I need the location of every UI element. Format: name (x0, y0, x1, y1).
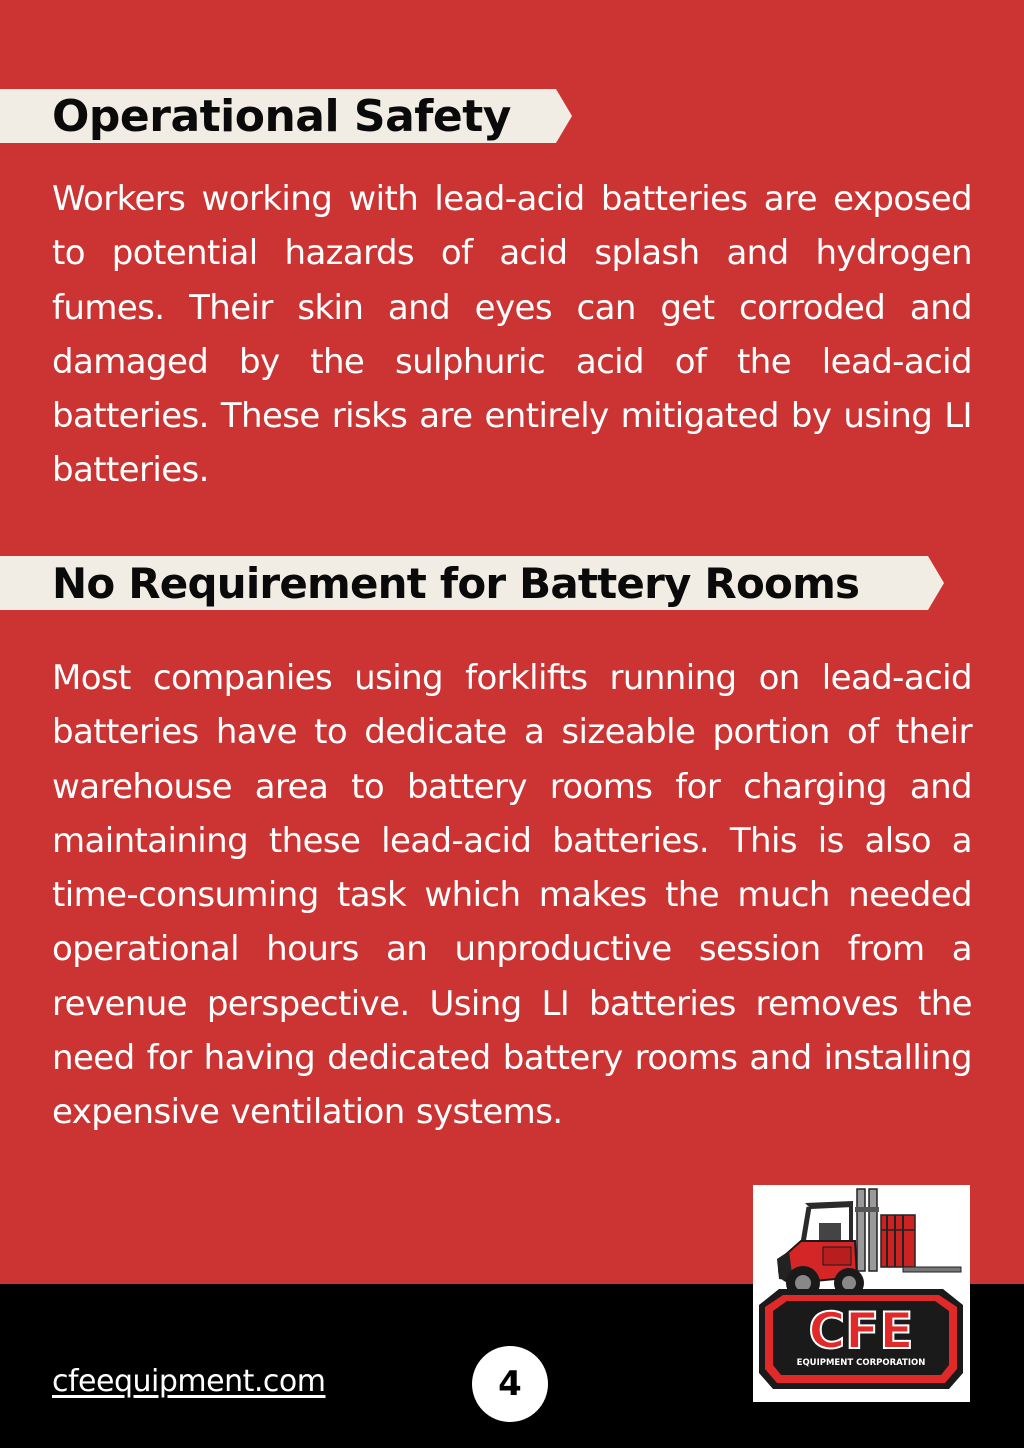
section-body-operational-safety: Workers working with lead-acid batteries are exposed to potential hazards of acid splash and hydrogen fumes. Their skin and eyes can get corroded and damaged by the sulphuric acid of the lead-acid batteries. These risks are entirely mitigated by using LI batteries. (52, 179, 972, 491)
logo-brand-text: CFE (808, 1302, 914, 1360)
section-body-battery-rooms: Most companies using forklifts running on lead-acid batteries have to dedicate a sizeable portion of their warehouse area to battery rooms for charging and maintaining these lead-acid batteries. This is also a time-consuming task which makes the much needed operational hours an unproductive session from a revenue perspective. Using LI batteries removes the need for having dedicated battery rooms and installing expensive ventilation systems. (52, 658, 972, 1133)
section-heading-operational-safety: Operational Safety (52, 90, 511, 142)
forklift-icon (777, 1189, 961, 1300)
section-heading-banner (0, 89, 556, 143)
section-heading-banner (0, 556, 928, 610)
website-link[interactable]: cfeequipment.com (52, 1364, 326, 1399)
page-number-badge: 4 (472, 1346, 548, 1422)
section-heading-battery-rooms: No Requirement for Battery Rooms (52, 558, 860, 608)
company-logo (753, 1185, 970, 1402)
logo-tagline-text: EQUIPMENT CORPORATION (796, 1358, 926, 1368)
cfe-badge (759, 1289, 963, 1389)
